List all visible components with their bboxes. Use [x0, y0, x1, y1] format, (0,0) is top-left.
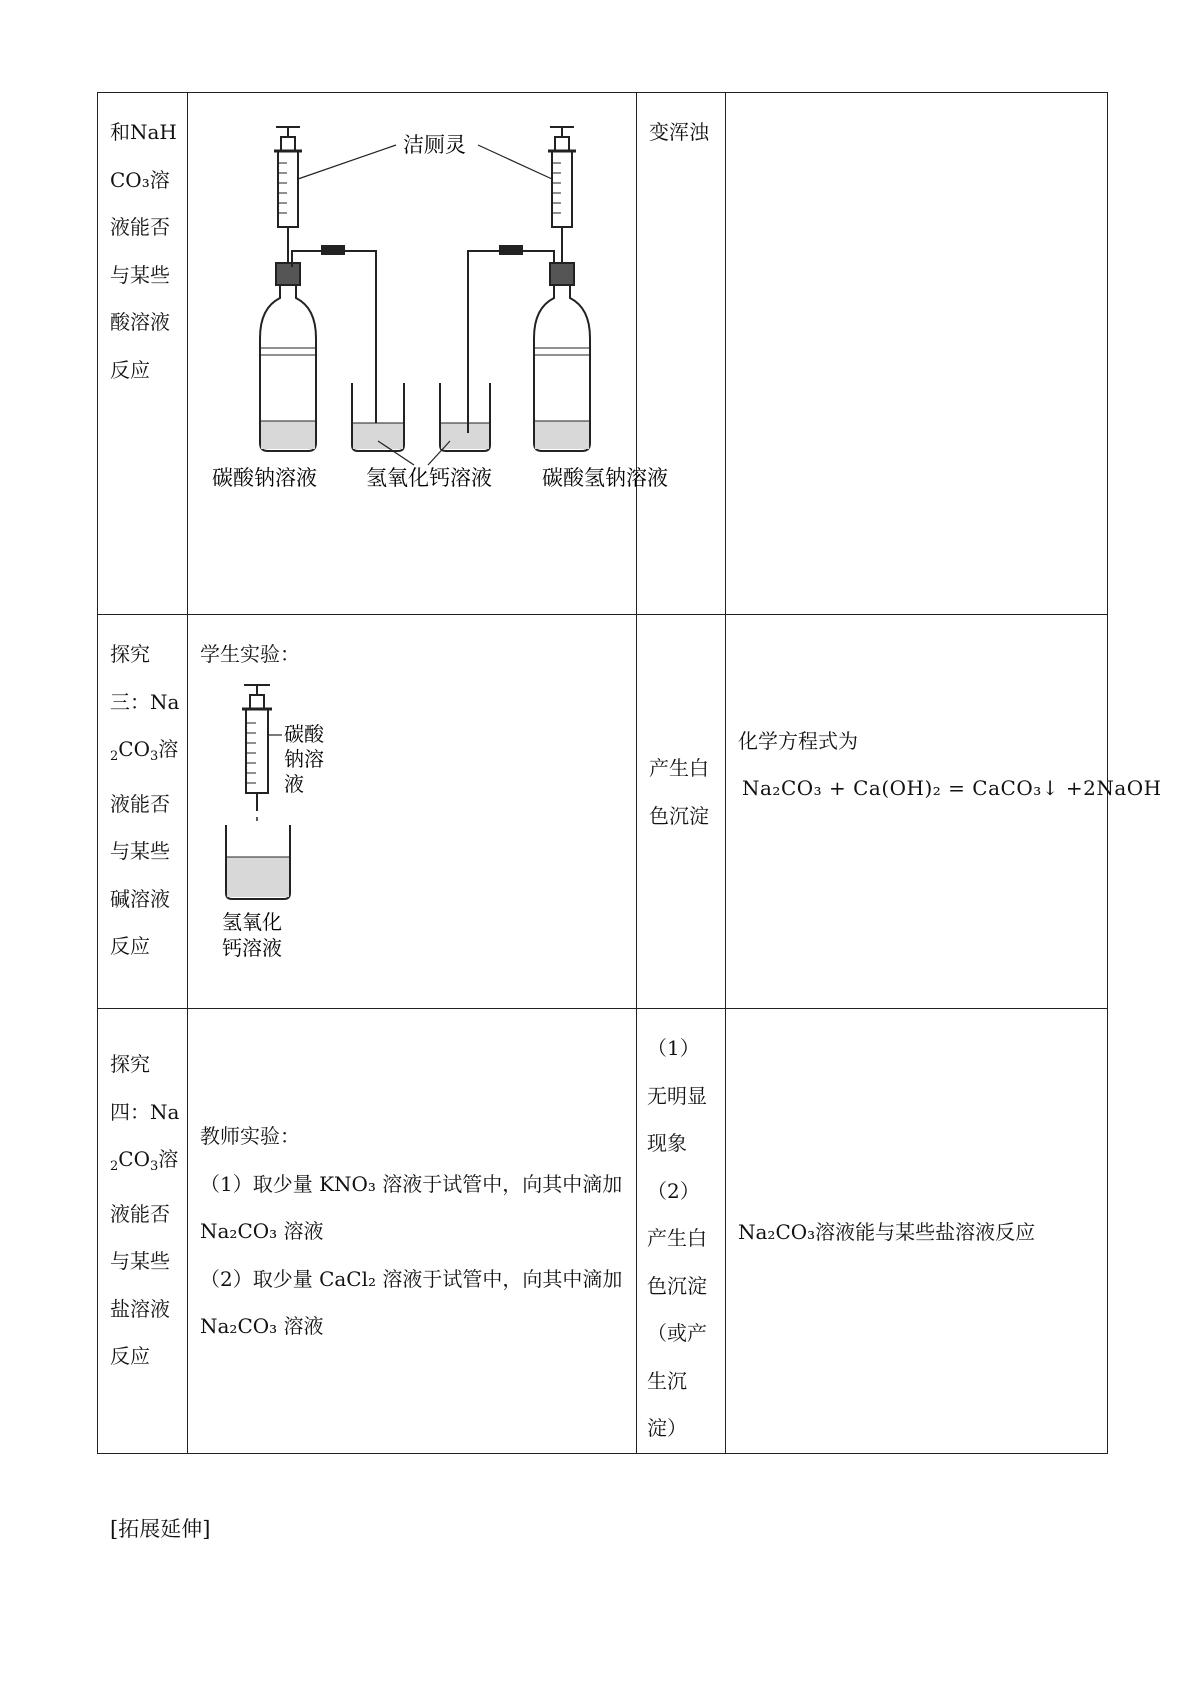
phenomenon-cell [637, 93, 726, 615]
syringe-beaker-figure [188, 679, 637, 979]
phenomenon-text: 产生白色沉淀 [649, 756, 709, 828]
beaker [226, 825, 290, 899]
bottle-apparatus-figure [188, 93, 668, 493]
figure-cell [188, 93, 668, 615]
procedure-cell [188, 1009, 637, 1454]
subscript: 3 [149, 749, 159, 764]
left-bottle [260, 263, 316, 451]
topic-cell [98, 93, 188, 615]
expand-heading: [拓展延伸] [110, 1517, 211, 1541]
conclusion-cell [726, 1009, 1108, 1454]
conclusion-text [726, 93, 1107, 109]
topic-text: 和NaHCO₃溶液能否与某些酸溶液反应 [110, 120, 177, 382]
topic-text-part: 探究四：Na [110, 1052, 180, 1124]
student-experiment-label: 学生实验： [200, 642, 300, 666]
phenomenon-cell [637, 1009, 726, 1454]
topic-text-part: CO [118, 1147, 150, 1171]
conclusion-text: Na₂CO₃溶液能与某些盐溶液反应 [738, 1220, 1036, 1244]
figure-label-sodium-carbonate: 碳酸钠溶液 [212, 466, 317, 490]
procedure-step-2: （2）取少量 CaCl₂ 溶液于试管中，向其中滴加 Na₂CO₃ 溶液 [200, 1266, 623, 1338]
figure-label-cleaner: 洁厕灵 [403, 133, 466, 157]
figure-label-sodium-carbonate-2: 钠溶 [284, 746, 324, 771]
table-row [98, 615, 1108, 1009]
figure-label-sodium-bicarbonate: 碳酸氢钠溶液 [542, 466, 668, 490]
left-syringe [274, 127, 302, 263]
conclusion-cell [726, 93, 1108, 615]
left-delivery-tube [292, 246, 376, 433]
figure-label-calcium-hydroxide-2: 钙溶液 [222, 935, 282, 960]
subscript: 2 [110, 749, 119, 764]
left-beaker [352, 383, 404, 451]
figure-label-calcium-hydroxide-1: 氢氧化 [222, 909, 282, 934]
teacher-experiment-label: 教师实验： [200, 1124, 300, 1148]
experiment-table [97, 92, 1162, 1454]
figure-label-calcium-hydroxide: 氢氧化钙溶液 [366, 466, 492, 490]
subscript: 2 [110, 1159, 119, 1174]
leader-lines [298, 145, 552, 465]
topic-text [98, 1009, 187, 1381]
phenomenon-text: 变浑浊 [649, 120, 709, 144]
topic-text-part: 溶液能否与某些盐溶液反应 [110, 1147, 179, 1368]
conclusion-cell [726, 615, 1162, 1009]
right-delivery-tube [468, 246, 554, 433]
subscript: 3 [149, 1159, 159, 1174]
topic-text [98, 615, 187, 971]
figure-label-sodium-carbonate-3: 液 [284, 771, 304, 796]
table-row [98, 1009, 1108, 1454]
topic-text-part: 溶液能否与某些碱溶液反应 [110, 737, 179, 958]
chemical-equation: Na₂CO₃ + Ca(OH)₂ = CaCO₃↓ +2NaOH [742, 776, 1162, 800]
table-row [98, 93, 1108, 615]
procedure-step-1: （1）取少量 KNO₃ 溶液于试管中，向其中滴加 Na₂CO₃ 溶液 [200, 1171, 623, 1243]
right-bottle [534, 263, 590, 451]
phenomenon-cell [637, 615, 726, 1009]
equation-title: 化学方程式为 [738, 729, 858, 753]
right-beaker [440, 383, 490, 451]
syringe [242, 685, 282, 821]
figure-cell [188, 615, 637, 1009]
topic-cell [98, 1009, 188, 1454]
figure-label-sodium-carbonate-1: 碳酸 [284, 721, 324, 746]
right-syringe [548, 127, 576, 263]
phenomenon-text: （1）无明显现象（2）产生白色沉淀（或产生沉淀） [647, 1036, 707, 1440]
topic-text-part: 探究三：Na [110, 642, 180, 714]
topic-cell [98, 615, 188, 1009]
topic-text-part: CO [118, 737, 150, 761]
